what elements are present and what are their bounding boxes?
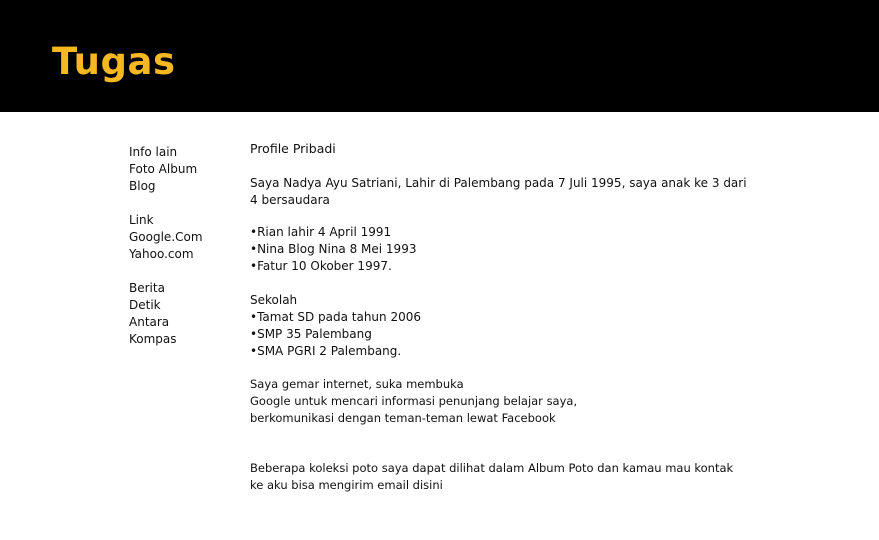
list-item: •Rian lahir 4 April 1991 bbox=[250, 225, 392, 239]
sidebar-link-kompas[interactable]: Kompas bbox=[129, 332, 177, 346]
list-item: •Nina Blog Nina 8 Mei 1993 bbox=[250, 242, 417, 256]
sidebar bbox=[129, 144, 239, 365]
page-title: Tugas bbox=[52, 40, 176, 83]
hobby-paragraph bbox=[250, 376, 750, 427]
sidebar-link-yahoo[interactable]: Yahoo.com bbox=[129, 247, 194, 261]
title-bar bbox=[0, 0, 879, 112]
sidebar-heading-berita: Berita bbox=[129, 281, 165, 295]
list-item: •Tamat SD pada tahun 2006 bbox=[250, 310, 421, 324]
school-section bbox=[250, 292, 750, 360]
sidebar-group-berita bbox=[129, 280, 239, 348]
sidebar-link-google[interactable]: Google.Com bbox=[129, 230, 203, 244]
paragraph-line: berkomunikasi dengan teman-teman lewat Facebook bbox=[250, 411, 556, 425]
sidebar-group-info bbox=[129, 144, 239, 195]
gallery-paragraph: Beberapa koleksi poto saya dapat dilihat dalam Album Poto dan kamau mau kontak ke aku bisa mengirim email disini bbox=[250, 461, 734, 492]
sidebar-link-detik[interactable]: Detik bbox=[129, 298, 161, 312]
list-item: •Fatur 10 Okober 1997. bbox=[250, 259, 392, 273]
profile-heading: Profile Pribadi bbox=[250, 141, 336, 156]
sidebar-link-blog[interactable]: Blog bbox=[129, 179, 156, 193]
school-heading: Sekolah bbox=[250, 293, 298, 307]
paragraph-line: Saya gemar internet, suka membuka bbox=[250, 377, 464, 391]
paragraph-line: Google untuk mencari informasi penunjang belajar saya, bbox=[250, 394, 578, 408]
list-item: •SMA PGRI 2 Palembang. bbox=[250, 344, 402, 358]
sidebar-group-link bbox=[129, 212, 239, 263]
sidebar-heading-info-lain: Info lain bbox=[129, 145, 178, 159]
siblings-list bbox=[250, 224, 750, 275]
sidebar-link-antara[interactable]: Antara bbox=[129, 315, 170, 329]
list-item: •SMP 35 Palembang bbox=[250, 327, 372, 341]
sidebar-link-foto-album[interactable]: Foto Album bbox=[129, 162, 198, 176]
sidebar-heading-link: Link bbox=[129, 213, 154, 227]
profile-intro: Saya Nadya Ayu Satriani, Lahir di Palembang pada 7 Juli 1995, saya anak ke 3 dari 4 bersaudara bbox=[250, 176, 747, 207]
